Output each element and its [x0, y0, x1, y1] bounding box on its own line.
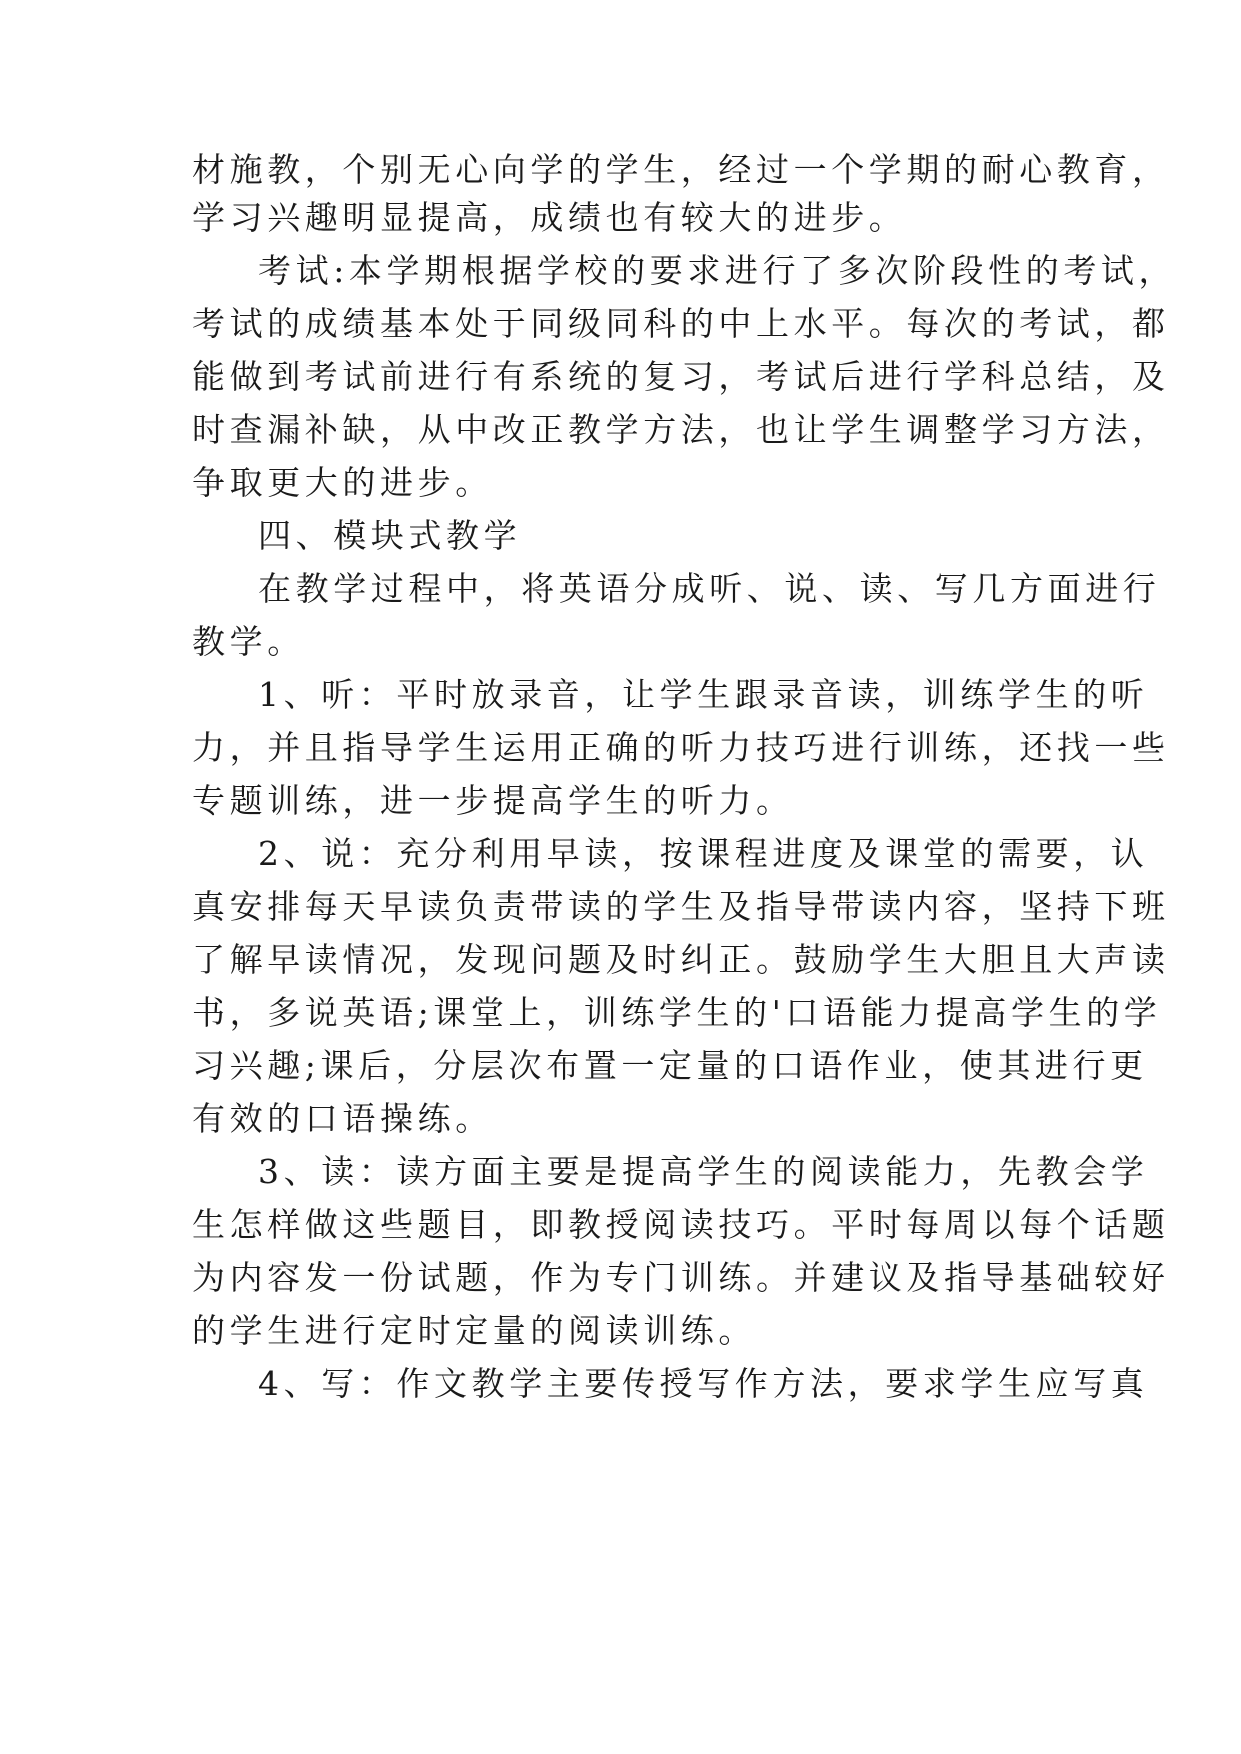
text-line: 争取更大的进步。	[192, 463, 493, 502]
text-line: 时查漏补缺，从中改正教学方法，也让学生调整学习方法，	[192, 410, 1170, 449]
text-line: 2、说：充分利用早读，按课程进度及课堂的需要，认	[258, 834, 1149, 873]
text-line: 在教学过程中，将英语分成听、说、读、写几方面进行	[258, 569, 1161, 608]
text-line: 能做到考试前进行有系统的复习，考试后进行学科总结，及	[192, 357, 1170, 396]
text-line: 有效的口语操练。	[192, 1099, 493, 1138]
text-line: 书，多说英语;课堂上，训练学生的'口语能力提高学生的学	[192, 993, 1162, 1032]
section-heading: 四、模块式教学	[258, 516, 522, 555]
text-line: 为内容发一份试题，作为专门训练。并建议及指导基础较好	[192, 1258, 1170, 1297]
text-line: 的学生进行定时定量的阅读训练。	[192, 1311, 756, 1350]
text-line: 教学。	[192, 622, 305, 661]
text-line: 学习兴趣明显提高，成绩也有较大的进步。	[192, 198, 907, 237]
text-line: 真安排每天早读负责带读的学生及指导带读内容，坚持下班	[192, 887, 1170, 926]
text-line: 专题训练，进一步提高学生的听力。	[192, 781, 794, 820]
text-line: 考试的成绩基本处于同级同科的中上水平。每次的考试，都	[192, 304, 1170, 343]
text-line: 3、读：读方面主要是提高学生的阅读能力，先教会学	[258, 1152, 1149, 1191]
text-line: 生怎样做这些题目，即教授阅读技巧。平时每周以每个话题	[192, 1205, 1170, 1244]
text-line: 材施教，个别无心向学的学生，经过一个学期的耐心教育，	[192, 150, 1170, 189]
text-line: 习兴趣;课后，分层次布置一定量的口语作业，使其进行更	[192, 1046, 1148, 1085]
text-line: 力，并且指导学生运用正确的听力技巧进行训练，还找一些	[192, 728, 1170, 767]
text-line: 了解早读情况，发现问题及时纠正。鼓励学生大胆且大声读	[192, 940, 1170, 979]
text-line: 考试:本学期根据学校的要求进行了多次阶段性的考试，	[258, 251, 1177, 290]
text-line: 1、听：平时放录音，让学生跟录音读，训练学生的听	[258, 675, 1149, 714]
text-line: 4、写：作文教学主要传授写作方法，要求学生应写真	[258, 1364, 1149, 1403]
